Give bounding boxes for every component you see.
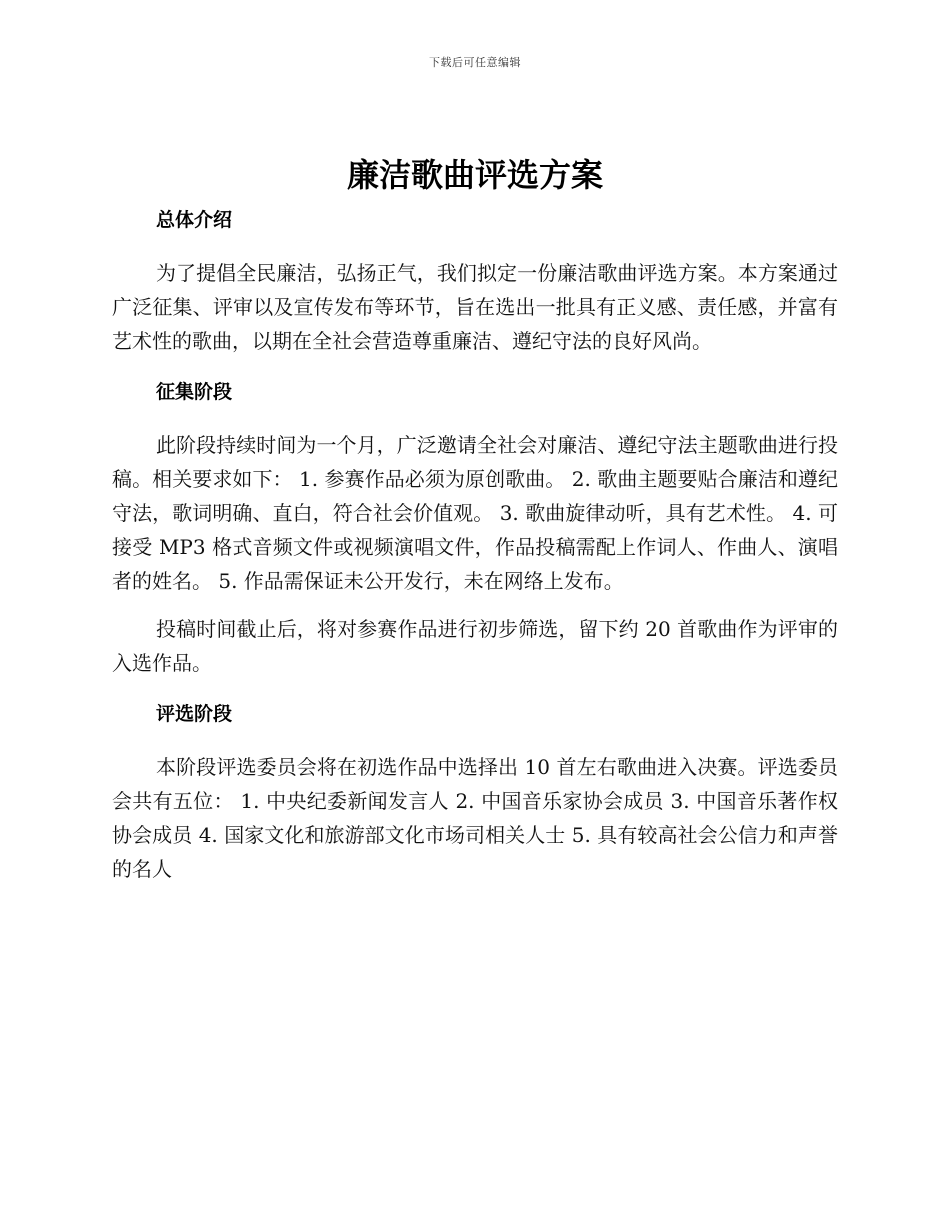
paragraph-collection-screening: 投稿时间截止后，将对参赛作品进行初步筛选，留下约 20 首歌曲作为评审的入选作品。 <box>112 617 838 675</box>
section-heading-evaluation: 评选阶段 <box>156 703 233 725</box>
section-heading-collection: 征集阶段 <box>156 381 233 403</box>
section-heading-overview: 总体介绍 <box>156 209 233 231</box>
document-body <box>112 200 838 886</box>
paragraph-overview: 为了提倡全民廉洁，弘扬正气，我们拟定一份廉洁歌曲评选方案。本方案通过广泛征集、评审以及宣传发布等环节，旨在选出一批具有正义感、责任感，并富有艺术性的歌曲，以期在全社会营造尊重廉洁、遵纪守法的良好风尚。 <box>112 261 838 353</box>
paragraph-collection-requirements: 此阶段持续时间为一个月，广泛邀请全社会对廉洁、遵纪守法主题歌曲进行投稿。相关要求如下： 1. 参赛作品必须为原创歌曲。 2. 歌曲主题要贴合廉洁和遵纪守法，歌词明确、直白，符合社会价值观。 3. 歌曲旋律动听，具有艺术性。 4. 可接受 MP3 格式音频文件或视频演唱文件，作品投稿需配上作词人、作曲人、演唱者的姓名。 5. 作品需保证未公开发行，未在网络上发布。 <box>112 433 838 593</box>
page-header-note: 下载后可任意编辑 <box>429 56 521 69</box>
document-title: 廉洁歌曲评选方案 <box>346 156 603 194</box>
paragraph-evaluation-committee: 本阶段评选委员会将在初选作品中选择出 10 首左右歌曲进入决赛。评选委员会共有五位： 1. 中央纪委新闻发言人 2. 中国音乐家协会成员 3. 中国音乐著作权协会成员 4. 国家文化和旅游部文化市场司相关人士 5. 具有较高社会公信力和声誉的名人 <box>112 755 838 881</box>
